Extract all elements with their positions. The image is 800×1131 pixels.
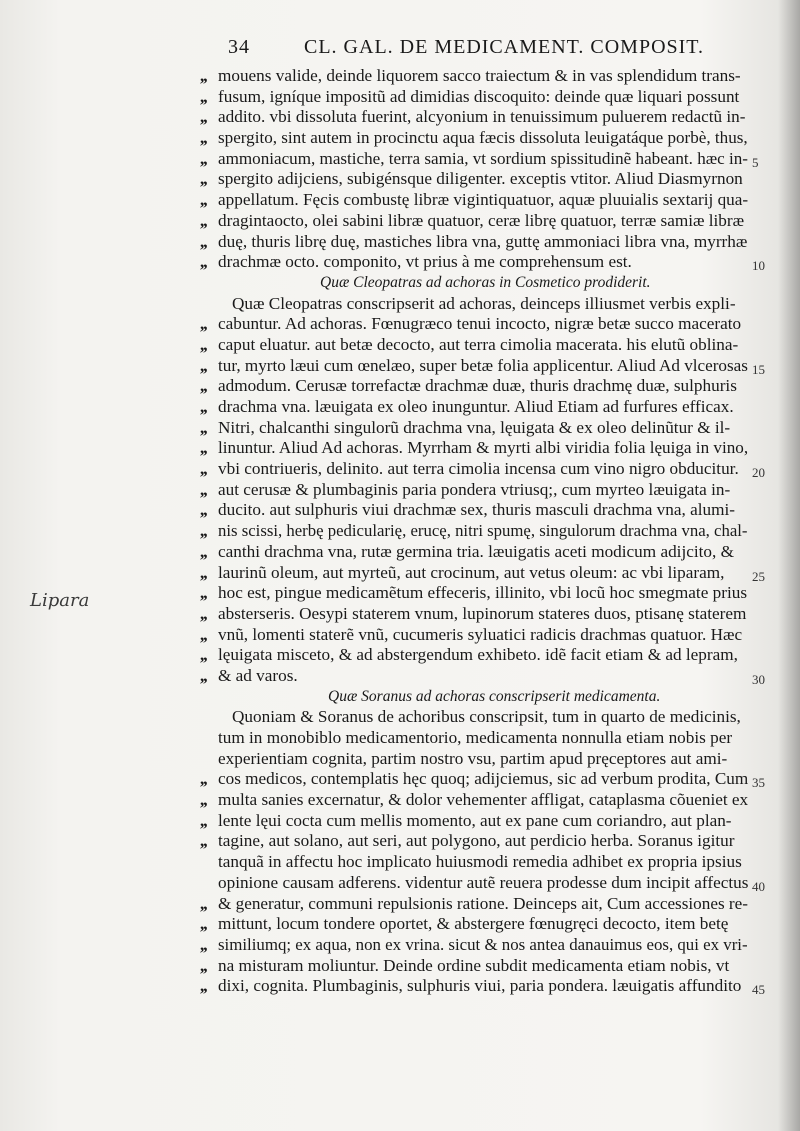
text-line [200, 500, 760, 521]
line-text: spergito, sint autem in procinctu aqua fæcis dissoluta leuigatáque porbè, thus, [218, 128, 748, 148]
text-line [200, 87, 760, 108]
quotation-mark: ,, [200, 624, 207, 644]
text-line [200, 894, 760, 915]
line-text: lęuigata misceto, & ad abstergendum exhibeto. idẽ facit etiam & ad lepram, [218, 645, 738, 665]
line-text: admodum. Cerusæ torrefactæ drachmæ duæ, thuris drachmę duæ, sulphuris [218, 376, 737, 396]
line-text: tur, myrto læui cum œnelæo, super betæ folia applicentur. Aliud Ad vlcerosas [218, 355, 748, 375]
text-line [200, 397, 760, 418]
line-text: ducito. aut sulphuris viui drachmæ sex, thuris masculi drachma vna, alumi- [218, 500, 735, 520]
line-text: drachmæ octo. componito, vt prius à me comprehensum est. [218, 252, 632, 272]
line-text: multa sanies excernatur, & dolor vehementer affligat, cataplasma cõueniet ex [218, 790, 749, 810]
line-text: cos medicos, contemplatis hęc quoq; adijciemus, sic ad verbum prodita, Cum [218, 769, 749, 789]
line-text: & ad varos. [218, 665, 298, 685]
text-line [200, 459, 765, 481]
text-line [200, 790, 760, 811]
section-heading [200, 687, 760, 708]
line-text: vbi contriueris, delinito. aut terra cimolia incensa cum vino nigro obducitur. [218, 459, 739, 479]
quotation-mark: ,, [200, 893, 207, 913]
line-text: dixi, cognita. Plumbaginis, sulphuris viui, paria pondera. læuigatis affundito [218, 976, 742, 996]
line-text: lente lęui cocta cum mellis momento, aut ex pane cum coriandro, aut plan- [218, 810, 732, 830]
quotation-mark: ,, [200, 417, 207, 437]
line-text: mittunt, locum tondere oportet, & abstergere fœnugręci decocto, item betę [218, 914, 729, 934]
line-text: tum in monobiblo medicamentorio, medicamenta nonnulla etiam nobis per [218, 728, 733, 747]
quotation-mark: ,, [200, 914, 207, 934]
quotation-mark: ,, [200, 541, 207, 561]
line-text: experientiam cognita, partim nostro vsu, partim apud pręceptores aut ami- [218, 748, 728, 768]
text-line [200, 852, 760, 873]
quotation-mark: ,, [200, 810, 207, 830]
text-line [200, 314, 760, 335]
quotation-mark: ,, [200, 190, 207, 210]
quotation-mark: ,, [200, 603, 207, 623]
quotation-mark: ,, [200, 128, 207, 148]
text-line [200, 625, 760, 646]
line-text: & generatur, communi repulsionis ratione. Deinceps ait, Cum accessiones re- [218, 893, 748, 913]
quotation-mark: ,, [200, 252, 207, 272]
line-number: 15 [752, 361, 765, 377]
quotation-mark: ,, [200, 86, 207, 106]
text-line [200, 438, 760, 459]
line-number: 30 [752, 671, 765, 687]
quotation-mark: ,, [200, 334, 207, 354]
text-line [200, 376, 760, 397]
line-text: Quæ Soranus ad achoras conscripserit medicamenta. [328, 687, 661, 705]
line-number: 35 [752, 775, 765, 791]
line-text: tanquã in affectu hoc implicato huiusmodi remedia adhibet ex propria ipsius [218, 852, 742, 872]
line-text: Nitri, chalcanthi singulorũ drachma vna, lęuigata & ex oleo delinũtur & il- [218, 417, 731, 437]
line-number: 5 [752, 154, 759, 170]
quotation-mark: ,, [200, 107, 207, 127]
quotation-mark: ,, [200, 521, 207, 541]
text-line [200, 149, 760, 170]
text-line [200, 252, 765, 274]
text-line [200, 562, 765, 584]
line-text: canthi drachma vna, rutæ germina tria. læuigatis aceti modicum adijcito, & [218, 541, 734, 561]
text-line [200, 811, 760, 832]
quotation-mark: ,, [200, 831, 207, 851]
line-text: tagine, aut solano, aut seri, aut polygono, aut perdicio herba. Soranus igitur [218, 831, 735, 851]
line-text: nis scissi, herbę pedicularię, erucę, nitri spumę, singulorum drachma vna, chal- [218, 521, 748, 541]
line-text: fusum, igníque impositũ ad dimidias discoquito: deinde quæ liquari possunt [218, 86, 740, 106]
line-text: linuntur. Aliud Ad achoras. Myrrham & myrti albi viridia folia lęuiga in vino, [218, 438, 749, 458]
text-line [200, 976, 765, 998]
page-edge-shadow [778, 0, 800, 1131]
line-text: caput eluatur. aut betæ decocto, aut terra cimolia macerata. his elutũ oblina- [218, 334, 739, 354]
quotation-mark: ,, [200, 583, 207, 603]
line-text: duę, thuris librę duę, mastiches libra vna, guttę ammoniaci libra vna, myrrhæ [218, 231, 748, 251]
quotation-mark: ,, [200, 500, 207, 520]
text-line [200, 294, 760, 315]
quotation-mark: ,, [200, 562, 207, 582]
quotation-mark: ,, [200, 955, 207, 975]
line-number: 40 [752, 878, 765, 894]
line-number: 10 [752, 258, 765, 274]
text-line [200, 831, 760, 852]
text-line [200, 232, 760, 253]
quotation-mark: ,, [200, 231, 207, 251]
line-text: laurinũ oleum, aut myrteũ, aut crocinum, aut vetus oleum: ac vbi liparam, [218, 562, 725, 582]
line-text: cabuntur. Ad achoras. Fœnugræco tenui incocto, nigræ betæ succo macerato [218, 314, 742, 334]
quotation-mark: ,, [200, 790, 207, 810]
text-line [200, 604, 760, 625]
running-header [228, 36, 748, 62]
text-line [200, 956, 760, 977]
line-text: addito. vbi dissoluta fuerint, alcyonium in tenuissimum puluerem redactũ in- [218, 107, 746, 127]
body-text [200, 66, 765, 998]
text-line [200, 665, 765, 687]
quotation-mark: ,, [200, 376, 207, 396]
text-line [200, 914, 760, 935]
line-number: 20 [752, 465, 765, 481]
text-line [200, 480, 760, 501]
text-line [200, 190, 760, 211]
text-line [200, 872, 765, 894]
text-line [200, 521, 760, 542]
text-line [200, 418, 760, 439]
text-line [200, 107, 760, 128]
line-text: Quæ Cleopatras ad achoras in Cosmetico prodiderit. [320, 273, 651, 291]
quotation-mark: ,, [200, 459, 207, 479]
text-line [200, 728, 760, 749]
quotation-mark: ,, [200, 769, 207, 789]
text-line [200, 355, 765, 377]
quotation-mark: ,, [200, 66, 207, 85]
quotation-mark: ,, [200, 148, 207, 168]
quotation-mark: ,, [200, 355, 207, 375]
section-heading [200, 273, 760, 294]
line-text: hoc est, pingue medicamẽtum effeceris, illinito, vbi locũ hoc smegmate prius [218, 583, 748, 603]
line-text: ammoniacum, mastiche, terra samia, vt sordium spissitudinẽ habeant. hæc in- [218, 148, 748, 168]
line-text: Quæ Cleopatras conscripserit ad achoras, deinceps illiusmet verbis expli- [232, 293, 736, 313]
quotation-mark: ,, [200, 438, 207, 458]
text-line [200, 211, 760, 232]
text-line [200, 707, 760, 728]
text-line [200, 169, 760, 190]
quotation-mark: ,, [200, 169, 207, 189]
line-text: spergito adijciens, subigénsque diligenter. exceptis vtitor. Aliud Diasmyrnon [218, 169, 743, 189]
quotation-mark: ,, [200, 314, 207, 334]
line-number: 45 [752, 982, 765, 998]
text-line [200, 542, 760, 563]
quotation-mark: ,, [200, 479, 207, 499]
running-title: CL. GAL. DE MEDICAMENT. COMPOSIT. [304, 36, 705, 58]
text-line [200, 128, 760, 149]
line-text: Quoniam & Soranus de achoribus conscripsit, tum in quarto de medicinis, [232, 707, 741, 727]
line-text: vnũ, lomenti staterẽ vnũ, cucumeris syluatici radicis drachmas quatuor. Hæc [218, 624, 743, 644]
page-number: 34 [228, 36, 250, 58]
line-text: mouens valide, deinde liquorem sacco traiectum & in vas splendidum trans- [218, 66, 741, 85]
text-line [200, 769, 765, 791]
text-line [200, 66, 760, 87]
quotation-mark: ,, [200, 397, 207, 416]
line-text: aut cerusæ & plumbaginis paria pondera vtriusq;, cum myrteo læuigata in- [218, 479, 731, 499]
quotation-mark: ,, [200, 210, 207, 230]
line-text: opinione causam adferens. videntur autẽ reuera prodesse dum incipit affectus [218, 872, 749, 892]
line-text: drachma vna. læuigata ex oleo inunguntur. Aliud Etiam ad furfures efficax. [218, 397, 734, 416]
quotation-mark: ,, [200, 665, 207, 685]
line-number: 25 [752, 568, 765, 584]
text-line [200, 645, 760, 666]
margin-annotation: Lipara [30, 590, 90, 611]
quotation-mark: ,, [200, 934, 207, 954]
line-text: dragintaocto, olei sabini libræ quatuor, ceræ librę quatuor, terræ samiæ libræ [218, 210, 745, 230]
quotation-mark: ,, [200, 976, 207, 996]
line-text: na misturam moliuntur. Deinde ordine subdit medicamenta etiam nobis, vt [218, 955, 730, 975]
text-line [200, 335, 760, 356]
text-line [200, 935, 760, 956]
text-line [200, 583, 760, 604]
line-text: absterseris. Oesypi staterem vnum, lupinorum stateres duos, ptisanę staterem [218, 603, 747, 623]
text-line [200, 749, 760, 770]
line-text: similiumq; ex aqua, non ex vrina. sicut & nos antea danauimus eos, qui ex vri- [218, 934, 748, 954]
line-text: appellatum. Fęcis combustę libræ vigintiquatuor, aquæ pluuialis sextarij qua- [218, 190, 749, 210]
quotation-mark: ,, [200, 645, 207, 665]
